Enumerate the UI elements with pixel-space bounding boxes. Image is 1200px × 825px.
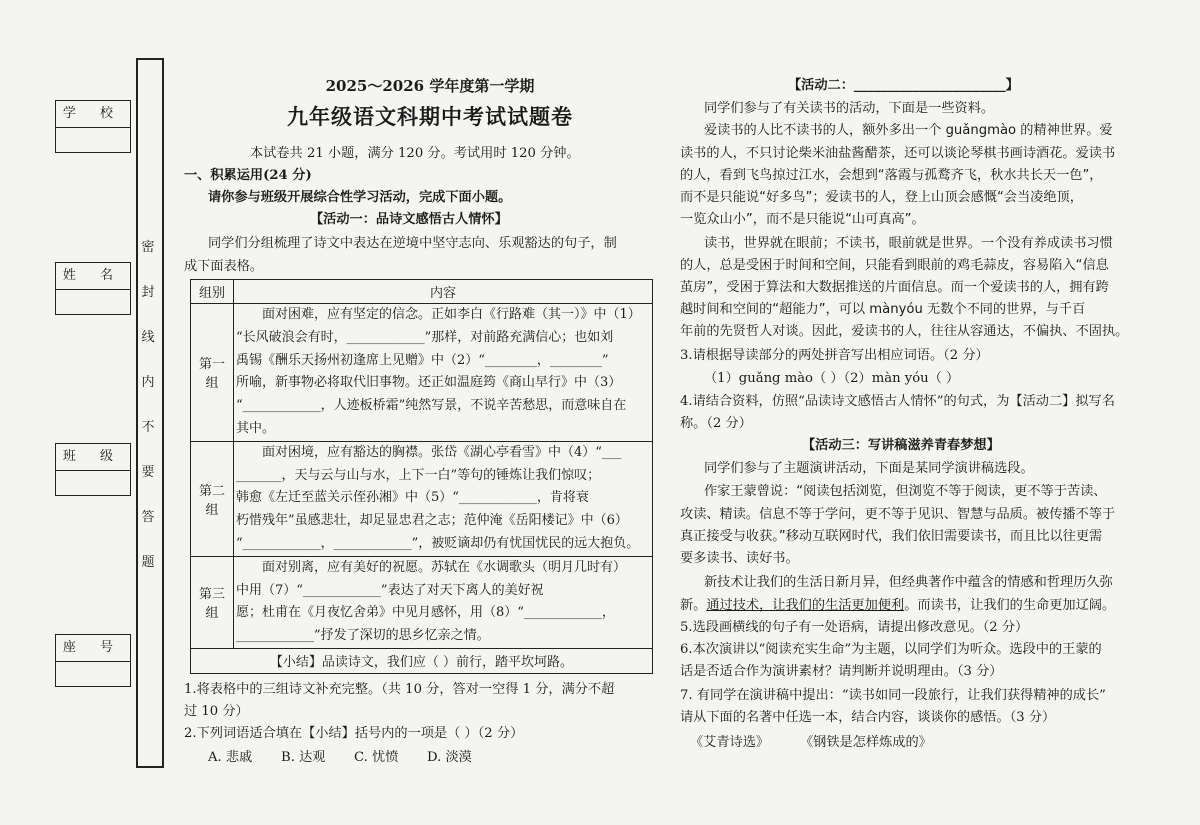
seat-field[interactable] — [56, 662, 130, 686]
passage-line — [680, 596, 1115, 616]
content-line: 面对别离，应有美好的祝愿。苏轼在《水调歌头（明月几时有） — [262, 559, 627, 575]
content-line: ____________”抒发了深切的思乡忆亲之情。 — [236, 628, 490, 644]
seat-box — [55, 634, 131, 687]
book-option: 《艾青诗选》 — [690, 735, 770, 750]
question-5: 5.选段画横线的句子有一处语病，请提出修改意见。（2 分） — [680, 620, 1029, 635]
activity2-intro: 同学们参与了有关读书的活动，下面是一些资料。 — [704, 101, 995, 116]
question-4: 称。（2 分） — [680, 416, 752, 431]
activity1-text: 同学们分组梳理了诗文中表达在逆境中坚守志向、乐观豁达的句子，制 — [208, 236, 617, 251]
activity1-text: 成下面表格。 — [184, 259, 264, 274]
passage-line: 读书，世界就在眼前；不读书，眼前就是世界。一个没有养成读书习惯 — [704, 236, 1113, 251]
col-header-content: 内容 — [234, 280, 653, 304]
col-header-group: 组别 — [191, 280, 234, 304]
school-field[interactable] — [56, 128, 130, 152]
passage-text: 新。 — [680, 598, 707, 613]
question-3-sub: （1）guǎng mào（ ）（2）màn yóu（ ） — [704, 371, 960, 386]
class-field[interactable] — [56, 471, 130, 495]
passage-line: 而不是只能说“好多鸟”；爱读书的人，登上山顶会感慨“会当凌绝顶， — [680, 190, 1083, 205]
content-line: “____________，____________”，被贬谪却仍有忧国忧民的远大抱负。 — [236, 535, 640, 551]
passage-line: 真正接受与收获。”移动互联网时代，我们依旧需要读书，而且比以往更需 — [680, 529, 1103, 544]
passage-line: 攻读、精读。信息不等于学问，更不等于见识、智慧与品质。被传播不等于 — [680, 507, 1116, 522]
question-7: 7. 有同学在演讲稿中提出：“读书如同一段旅行，让我们获得精神的成长” — [680, 688, 1106, 703]
content-line: _______，天与云与山与水，上下一白”等句的锤炼让我们惊叹； — [236, 467, 601, 483]
activity3-intro: 同学们参与了主题演讲活动，下面是某同学演讲稿选段。 — [704, 461, 1034, 476]
content-line: 禹锡《酬乐天扬州初逢席上见赠》中（2）“________，________” — [236, 352, 609, 368]
school-label: 学 校 — [56, 101, 130, 128]
option-b: B. 达观 — [281, 750, 326, 765]
passage-line: 作家王蒙曾说：“阅读包括浏览，但浏览不等于阅读，更不等于苦读、 — [704, 484, 1107, 499]
group-label: 第三组 — [191, 556, 234, 648]
table-summary: 【小结】品读诗文，我们应（ ）前行，踏平坎坷路。 — [191, 648, 653, 673]
section-intro: 请你参与班级开展综合性学习活动，完成下面小题。 — [208, 190, 512, 205]
seat-label: 座 号 — [56, 635, 130, 662]
question-1: 1.将表格中的三组诗文补充完整。（共 10 分，答对一空得 1 分，满分不超 — [184, 682, 615, 697]
seal-char: 密 — [141, 240, 155, 255]
question-4: 4.请结合资料，仿照“品读诗文感悟古人情怀”的句式，为【活动二】拟写名 — [680, 394, 1115, 409]
activity1-title: 【活动一：品诗文感悟古人情怀】 — [310, 212, 508, 227]
activity3-title: 【活动三：写讲稿滋养青春梦想】 — [802, 438, 1000, 453]
question-3: 3.请根据导读部分的两处拼音写出相应词语。（2 分） — [680, 348, 989, 363]
question-2: 2.下列词语适合填在【小结】括号内的一项是（ ）（2 分） — [184, 726, 524, 741]
passage-line: 越时间和空间的“超能力”，可以 mànyóu 无数个不同的世界，与千百 — [680, 302, 1086, 317]
seal-char: 答 — [141, 510, 155, 525]
content-line: 所喻，新事物必将取代旧事物。还正如温庭筠《商山早行》中（3） — [236, 375, 622, 391]
content-line: 朽惜残年”虽感悲壮，却足显忠君之志；范仲淹《岳阳楼记》中（6） — [236, 513, 628, 529]
name-field[interactable] — [56, 290, 130, 314]
name-label: 姓 名 — [56, 263, 130, 290]
group-content — [234, 304, 653, 442]
seal-line-frame — [136, 58, 164, 768]
exam-title: 九年级语文科期中考试试题卷 — [287, 104, 573, 129]
option-a: A. 悲戚 — [208, 750, 253, 765]
content-line: 中用（7）“____________”表达了对天下离人的美好祝 — [236, 582, 544, 598]
question-6: 话是否适合作为演讲素材？请判断并说明理由。（3 分） — [680, 664, 1003, 679]
seal-char: 内 — [141, 375, 155, 390]
group-label: 第二组 — [191, 441, 234, 556]
passage-line: 年前的先贤哲人对谈。因此，爱读书的人，往往从容通达，不偏执、不固执。 — [680, 324, 1129, 339]
passage-line: 的人，看到飞鸟掠过江水，会想到“落霞与孤鹜齐飞，秋水共长天一色”， — [680, 168, 1103, 183]
passage-line: 茧房”，受困于算法和大数据推送的片面信息。而一个爱读书的人，拥有跨 — [680, 280, 1109, 295]
passage-line: 读书的人，不只讨论柴米油盐酱醋茶，还可以谈论琴棋书画诗酒花。爱读书 — [680, 146, 1116, 161]
section-heading: 一、积累运用(24 分) — [184, 168, 312, 183]
question-7: 请从下面的名著中任选一本，结合内容，谈谈你的感悟。（3 分） — [680, 710, 1056, 725]
underlined-sentence: 通过技术，让我们的生活更加便利 — [706, 598, 905, 613]
passage-line: 一览众山小”，而不是只能说“山可真高”。 — [680, 212, 925, 227]
content-line: 面对困难，应有坚定的信念。正如李白《行路难（其一）》中（1） — [262, 307, 641, 322]
content-line: 愿；杜甫在《月夜忆舍弟》中见月感怀，用（8）“____________， — [236, 605, 615, 621]
class-box — [55, 443, 131, 496]
option-c: C. 忧愤 — [354, 750, 399, 765]
seal-char: 封 — [141, 285, 155, 300]
option-d: D. 淡漠 — [427, 750, 472, 765]
content-line: 面对困境，应有豁达的胸襟。张岱《湖心亭看雪》中（4）“___ — [262, 444, 622, 460]
seal-char: 题 — [141, 555, 155, 570]
group-content — [234, 556, 653, 648]
exam-info: 本试卷共 21 小题，满分 120 分。考试用时 120 分钟。 — [250, 146, 580, 161]
content-line: “长风破浪会有时，____________”那样，对前路充满信心；也如刘 — [236, 329, 614, 345]
passage-line: 要多读书、读好书。 — [680, 551, 799, 566]
passage-line: 爱读书的人比不读书的人，额外多出一个 guǎngmào 的精神世界。爱 — [704, 123, 1113, 138]
question-1: 过 10 分） — [184, 704, 249, 719]
name-box — [55, 262, 131, 315]
content-line: “____________，人迹板桥霜”纯然写景，不说辛苦愁思，而意味自在 — [236, 398, 627, 414]
seal-char: 线 — [141, 330, 155, 345]
activity2-title: 【活动二：_______________________】 — [788, 78, 1019, 93]
seal-char: 不 — [141, 420, 155, 435]
group-label: 第一组 — [191, 304, 234, 442]
seal-char: 要 — [141, 465, 155, 480]
content-line: 韩愈《左迁至蓝关示侄孙湘》中（5）“____________，肯将衰 — [236, 490, 589, 506]
school-box — [55, 100, 131, 153]
passage-line: 新技术让我们的生活日新月异，但经典著作中蕴含的情感和哲理历久弥 — [704, 575, 1113, 590]
poem-table — [190, 279, 653, 674]
school-year: 2025～2026 学年度第一学期 — [325, 77, 535, 95]
question-6: 6.本次演讲以“阅读充实生命”为主题，以同学们为听众。选段中的王蒙的 — [680, 642, 1102, 657]
group-content — [234, 441, 653, 556]
book-option: 《钢铁是怎样炼成的》 — [800, 735, 932, 750]
class-label: 班 级 — [56, 444, 130, 471]
passage-line: 的人，总是受困于时间和空间，只能看到眼前的鸡毛蒜皮，容易陷入“信息 — [680, 258, 1109, 273]
content-line: 其中。 — [236, 420, 276, 436]
passage-text: 。而读书，让我们的生命更加辽阔。 — [904, 598, 1116, 613]
